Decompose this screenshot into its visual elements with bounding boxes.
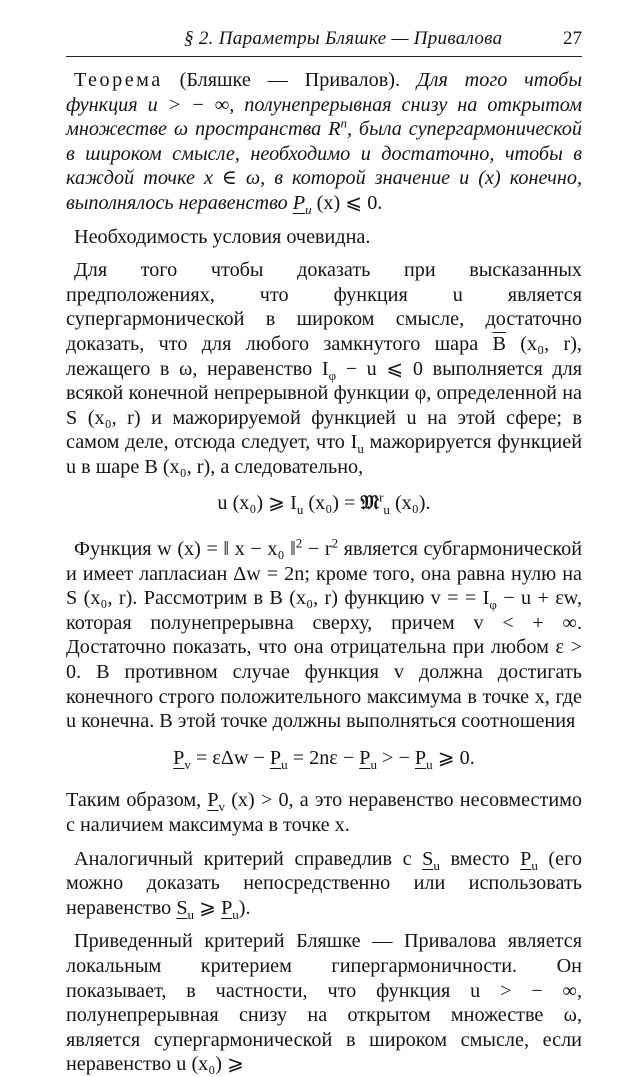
proof-paragraph-1: Для того чтобы доказать при высказанных предположениях, что функция u является супергармонической в широком смысле, достаточно доказать, что для любого замкнутого шара $\overline{B}$ (x₀, r), лежащего в ω, неравенство $I_\varphi - u$ ⩽ 0 выполняется для всякой конечной непрерывной функции φ, определенной на S (x₀, r) и мажорируемой функцией u на этой сфере; в самом деле, отсюда следует, что $I_u$ мажорируется функцией u в шаре B (x₀, r), а следовательно, xyxy=(66,259,582,478)
page-body xyxy=(66,58,582,1077)
formula-majorant: u (x₀) ⩾ $I_u$ (x₀) = 𝔐$^r_u$ (x₀). xyxy=(217,488,431,517)
analogous-criterion-paragraph: Аналогичный критерий справедлив с $S_u$ вместо $P_u$ (его можно доказать непосредственно или использовать неравенство $S_u$ ⩾ $P_u$). xyxy=(66,847,582,922)
theorem-label: Теорема xyxy=(74,69,163,91)
local-criterion-paragraph: Приведенный критерий Бляшке — Привалова является локальным критерием гипергармоничности. Он показывает, в частности, что функция u > − ∞, полунепрерывная снизу на открытом множестве ω, является супергармонической в широком смысле, если неравенство u (x₀) ⩾ xyxy=(66,930,582,1076)
theorem-authors: (Бляшке — Привалов). xyxy=(179,69,400,91)
running-head: § 2. Параметры Бляшке — Привалова xyxy=(184,28,503,49)
theorem-paragraph: Теорема (Бляшке — Привалов). Для того чтобы функция u > − ∞, полунепрерывная снизу на открытом множестве ω пространства $R^n$, была супергармонической в широком смысле, необходимо и достаточно, чтобы в каждой точке x ∈ ω, в которой значение u (x) конечно, выполнялось неравенство $P_u$ (x) ⩽ 0. xyxy=(66,69,582,217)
necessity-paragraph: Необходимость условия очевидна. xyxy=(74,225,371,248)
proof-paragraph-2: Функция w (x) = ‖ x − x₀ ‖$^2$ − $r^2$ является субгармонической и имеет лапласиан Δw = 2n; кроме того, она равна нулю на S (x₀, r). Рассмотрим в B (x₀, r) функцию v = = $I_\varphi - u + \varepsilon w$, которая полунепрерывна сверху, причем v < + ∞. Достаточно показать, что она отрицательна при любом ε > 0. В противном случае функция v должна достигать конечного строго положительного максимума в точке x, где u конечна. В этой точке должны выполняться соотношения xyxy=(66,535,583,733)
formula-parameters: $P_v = \varepsilon\Delta w - P_u = 2n\varepsilon - P_u$ > − $P_u$ ⩾ 0. xyxy=(173,746,475,772)
theorem-statement: Для того чтобы функция u > − ∞, полунепрерывная снизу на открытом множестве ω пространства $R^n$, была супергармонической в широком смысле, необходимо и достаточно, чтобы в каждой точке x ∈ ω, в которой значение u (x) конечно, выполнялось неравенство $P_u$ xyxy=(66,69,582,217)
page-header xyxy=(66,0,582,58)
header-rule xyxy=(66,56,582,57)
conclusion-paragraph: Таким образом, $P_v$ (x) > 0, а это неравенство несовместимо с наличием максимума в точке x. xyxy=(66,789,582,837)
page-number: 27 xyxy=(563,28,582,49)
